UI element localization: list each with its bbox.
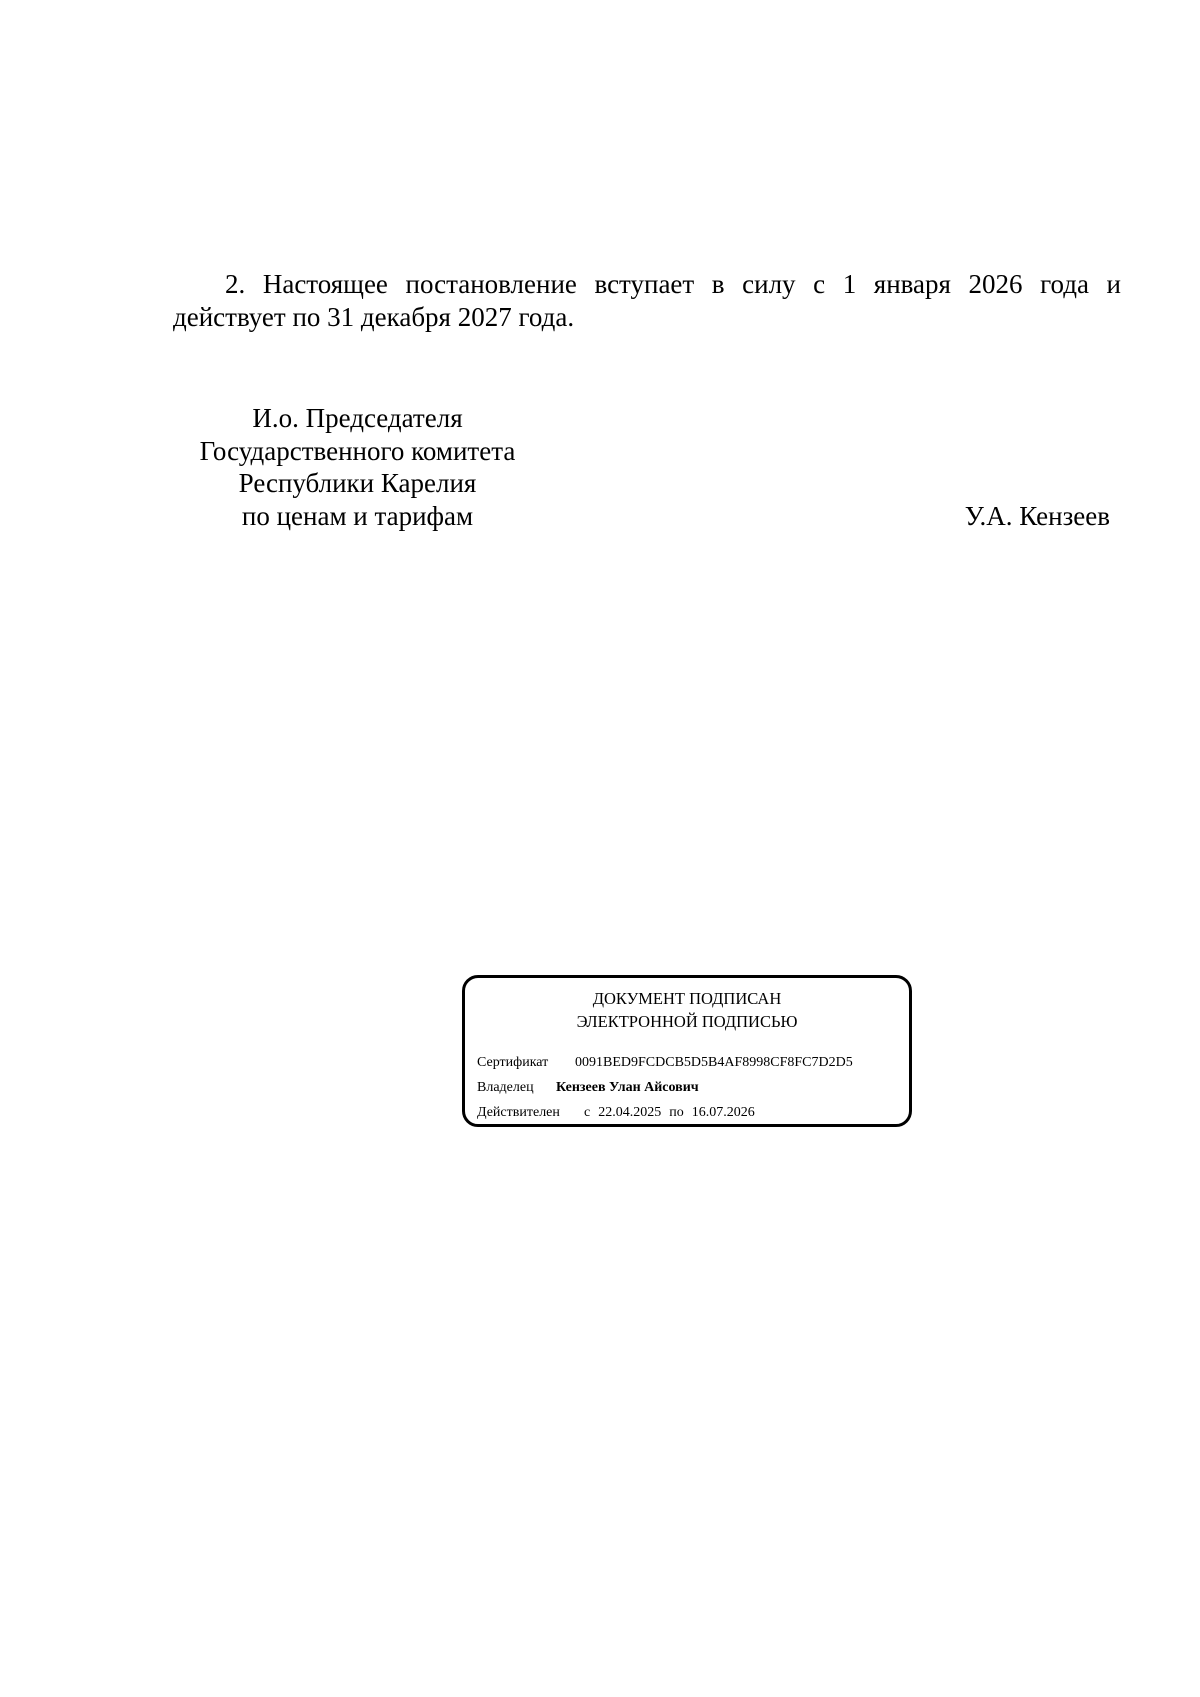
owner-label: Владелец [477,1080,534,1095]
signatory-title-line: И.о. Председателя [252,403,463,433]
clause-paragraph: 2. Настоящее постановление вступает в силу с 1 января 2026 года и действует по 31 декабря 2027 года. [173,269,1121,332]
valid-from-label: с [584,1105,591,1120]
signatory-name: У.А. Кензеев [964,501,1110,531]
signatory-title-line: Республики Карелия [238,468,477,498]
signatory-title [170,402,545,532]
valid-to-date: 16.07.2026 [691,1105,755,1120]
stamp-heading-line: ЭЛЕКТРОННОЙ ПОДПИСЬЮ [576,1012,798,1031]
valid-label: Действителен [477,1105,560,1120]
certificate-value: 0091BED9FCDCB5D5B4AF8998CF8FC7D2D5 [575,1055,853,1070]
stamp-heading [465,987,909,1033]
certificate-label: Сертификат [477,1055,549,1070]
valid-to-label: по [669,1105,684,1120]
signatory-title-line: Государственного комитета [199,435,516,466]
stamp-owner-row [477,1079,699,1097]
stamp-validity-row [477,1104,755,1122]
valid-from-date: 22.04.2025 [598,1105,662,1120]
stamp-certificate-row [477,1054,853,1072]
signatory-title-line: по ценам и тарифам [241,500,474,531]
stamp-heading-line: ДОКУМЕНТ ПОДПИСАН [592,989,782,1008]
electronic-signature-stamp [462,975,912,1127]
owner-value: Кензеев Улан Айсович [556,1080,699,1095]
